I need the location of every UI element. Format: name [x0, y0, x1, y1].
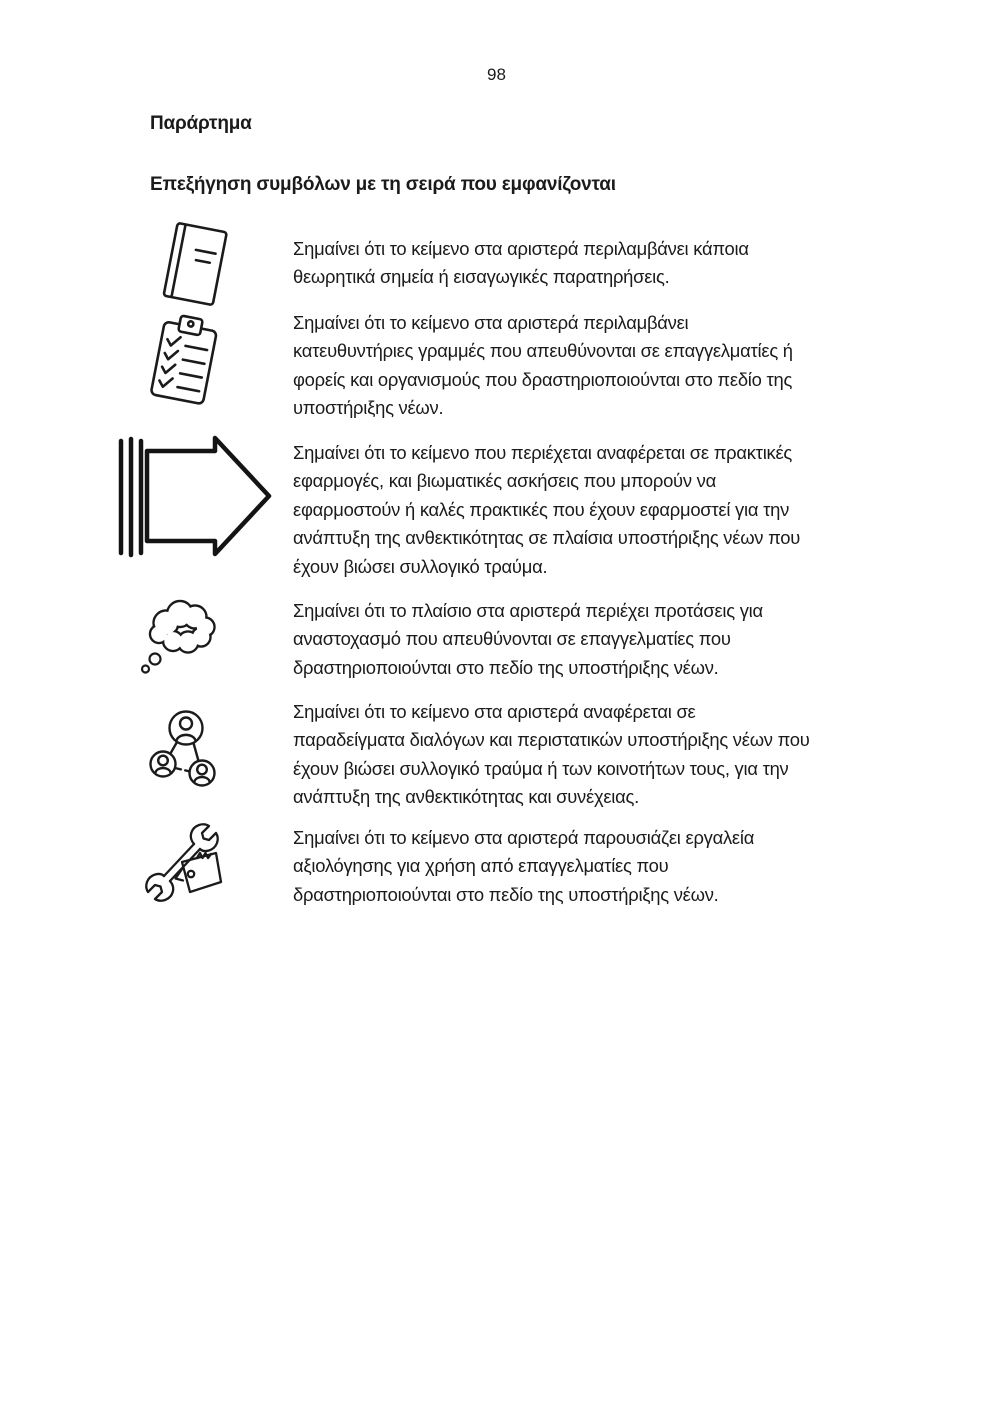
text-line: Σημαίνει ότι το κείμενο που περιέχεται αναφέρεται σε πρακτικές: [293, 442, 793, 463]
tools-icon: [140, 817, 235, 902]
section-subtitle: Επεξήγηση συμβόλων με τη σειρά που εμφανίζονται: [150, 174, 616, 195]
text-line: έχουν βιώσει συλλογικό τραύμα.: [293, 555, 548, 577]
text-line: ανάπτυξη της ανθεκτικότητας σε πλαίσια υποστήριξης νέων που: [293, 527, 801, 549]
page-title: Παράρτημα: [150, 113, 252, 134]
notebook-icon: [152, 220, 238, 310]
text-line: ανάπτυξη της ανθεκτικότητας και συνέχειας.: [293, 786, 639, 808]
thought-cloud-icon: [139, 590, 219, 676]
text-line: παραδείγματα διαλόγων και περιστατικών υποστήριξης νέων που: [293, 729, 810, 751]
text-line: αξιολόγησης για χρήση από επαγγελματίες που: [293, 855, 669, 877]
text-line: κατευθυντήριες γραμμές που απευθύνονται σε επαγγελματίες ή: [293, 340, 793, 362]
text-line: δραστηριοποιούνται στο πεδίο της υποστήριξης νέων.: [293, 883, 719, 905]
text-line: Σημαίνει ότι το κείμενο στα αριστερά περιλαμβάνει κάποια: [293, 238, 749, 259]
legend-item-text: [293, 824, 754, 909]
legend-item-text: [293, 235, 749, 292]
legend-item-text: [293, 309, 793, 423]
text-line: εφαρμογές, και βιωματικές ασκήσεις που μπορούν να: [293, 470, 717, 492]
legend-item-text: [293, 698, 810, 812]
page-number: 98: [487, 65, 506, 84]
text-line: δραστηριοποιούνται στο πεδίο της υποστήριξης νέων.: [293, 656, 719, 678]
block-arrow-icon: [112, 431, 275, 561]
clipboard-checklist-icon: [146, 311, 224, 407]
legend-item-text: [293, 439, 800, 581]
text-line: υποστήριξης νέων.: [293, 397, 444, 419]
text-line: Σημαίνει ότι το κείμενο στα αριστερά παρουσιάζει εργαλεία: [293, 827, 755, 848]
people-network-icon: [149, 707, 221, 791]
text-line: εφαρμοστούν ή καλές πρακτικές που έχουν εφαρμοστεί για την: [293, 498, 790, 520]
legend-item-text: [293, 597, 763, 682]
text-line: έχουν βιώσει συλλογικό τραύμα ή των κοινοτήτων τους, για την: [293, 757, 789, 779]
text-line: Σημαίνει ότι το πλαίσιο στα αριστερά περιέχει προτάσεις για: [293, 600, 763, 621]
text-line: φορείς και οργανισμούς που δραστηριοποιούνται στο πεδίο της: [293, 368, 793, 390]
text-line: θεωρητικά σημεία ή εισαγωγικές παρατηρήσεις.: [293, 266, 670, 288]
text-line: Σημαίνει ότι το κείμενο στα αριστερά περιλαμβάνει: [293, 312, 689, 333]
text-line: αναστοχασμό που απευθύνονται σε επαγγελματίες που: [293, 628, 731, 650]
text-line: Σημαίνει ότι το κείμενο στα αριστερά αναφέρεται σε: [293, 701, 696, 722]
